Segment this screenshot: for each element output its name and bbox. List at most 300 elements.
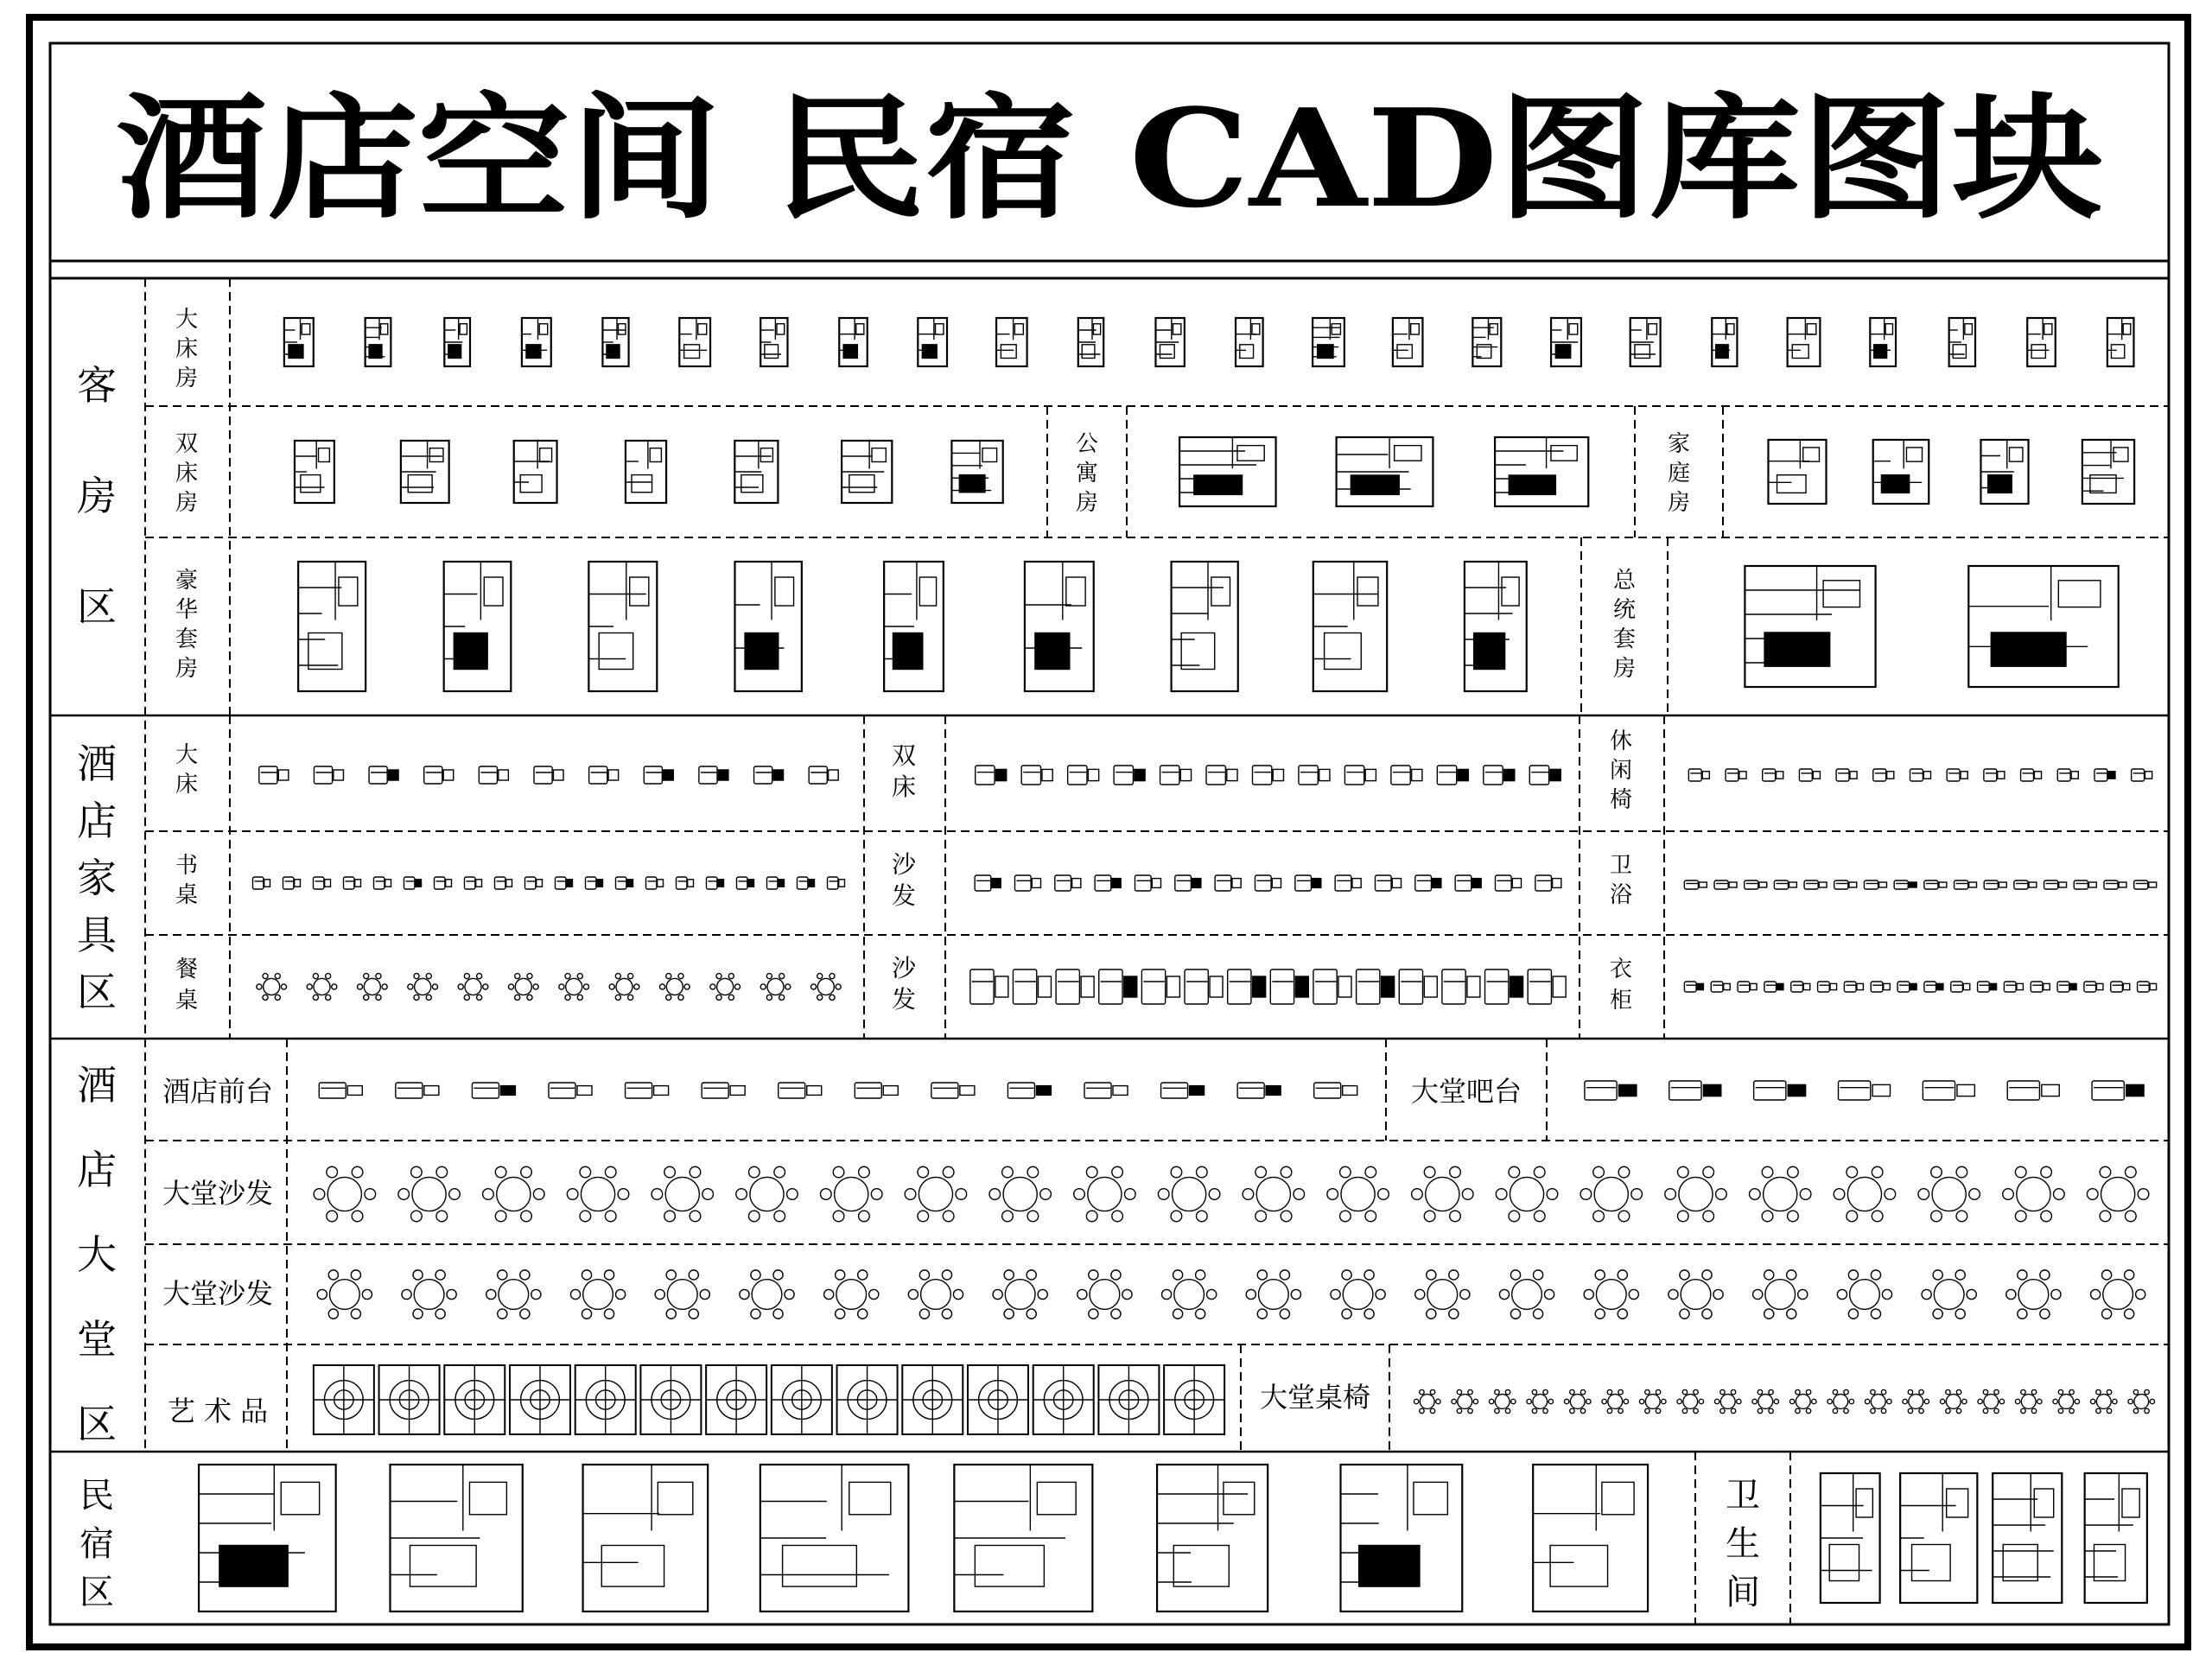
category-dining <box>175 957 198 1014</box>
sofa-set-block <box>1013 969 1051 1004</box>
bath-block <box>1924 880 1947 889</box>
lobby-table-block <box>1602 1389 1629 1413</box>
king-bed-block <box>259 766 289 784</box>
king-room-block <box>365 318 391 366</box>
art-block <box>1033 1365 1094 1434</box>
bath-block <box>2014 880 2037 889</box>
lobby-sofa-block <box>317 1270 372 1319</box>
toilet-plan-block <box>2085 1473 2147 1603</box>
wardrobe-block <box>1897 982 1916 992</box>
toilet-plan-block <box>1821 1473 1880 1603</box>
front-desk-block <box>472 1083 515 1098</box>
category-desk <box>175 853 198 908</box>
presidential-suite-block <box>1968 566 2118 687</box>
lobby-sofa-block <box>1922 1270 1976 1319</box>
sofa-block <box>1095 875 1121 891</box>
desk-block <box>586 877 603 889</box>
homestay-plan-block <box>1533 1465 1648 1611</box>
king-room-block <box>839 318 867 366</box>
art-block <box>444 1365 505 1434</box>
front-desk-block <box>855 1083 898 1098</box>
wardrobe-block <box>1951 982 1970 992</box>
wardrobe-block <box>2138 982 2157 992</box>
svg-text:房: 房 <box>175 365 199 391</box>
svg-text:统: 统 <box>1612 597 1637 623</box>
art-block <box>510 1365 570 1434</box>
twin-bed-block <box>1021 766 1052 785</box>
king-room-block <box>2107 318 2134 366</box>
dining-table-block <box>609 974 639 1001</box>
lounge-chair-block <box>1799 769 1820 781</box>
desk-block <box>495 877 512 889</box>
deluxe-suite-block <box>588 562 657 691</box>
king-bed-block <box>699 766 728 784</box>
lobby-sofa-block <box>655 1270 709 1319</box>
wardrobe-block <box>1924 982 1943 992</box>
deluxe-suite-block <box>298 562 365 691</box>
lobby-sofa-block <box>652 1166 713 1222</box>
lobby-sofa-block <box>314 1166 375 1222</box>
svg-text:店: 店 <box>77 798 117 844</box>
dining-table-block <box>357 974 387 1001</box>
lobby-category-labels <box>162 1075 1522 1427</box>
category-wardrobe <box>1610 957 1632 1014</box>
bath-block <box>1804 880 1827 889</box>
svg-text:庭: 庭 <box>1667 461 1691 486</box>
svg-text:休: 休 <box>1609 728 1633 754</box>
king-room-block <box>996 318 1027 366</box>
family-room-block <box>1873 440 1929 504</box>
king-bed-block <box>369 766 398 784</box>
king-bed-block <box>754 766 784 784</box>
dining-table-block <box>659 974 690 1001</box>
art-block <box>379 1365 440 1434</box>
dining-table-block <box>760 974 791 1001</box>
svg-text:民: 民 <box>79 1476 114 1516</box>
sofa-set-block <box>1357 969 1395 1004</box>
wardrobe-block <box>1844 982 1863 992</box>
guestroom-category-labels <box>175 307 1690 682</box>
sofa-block <box>1295 875 1321 891</box>
deluxe-suite-block <box>1465 562 1527 691</box>
twin-bed-block <box>1391 766 1422 785</box>
bath-block <box>2044 880 2067 889</box>
desk-block <box>374 877 391 889</box>
lounge-chair-block <box>1726 769 1746 781</box>
lobby-sofa-block <box>1415 1270 1470 1319</box>
svg-text:餐: 餐 <box>175 957 199 982</box>
sofa-block <box>1376 875 1402 891</box>
lobby-sofa-block <box>402 1270 456 1319</box>
king-room-block <box>1630 318 1661 366</box>
lobby-sofa-block <box>1834 1166 1895 1222</box>
desk-block <box>404 877 422 889</box>
art-block <box>837 1365 898 1434</box>
desk-block <box>314 877 331 889</box>
deluxe-suite-block <box>884 562 944 691</box>
lobby-sofa-block <box>398 1166 460 1222</box>
lounge-chair-block <box>1873 769 1894 781</box>
bar-block <box>2092 1081 2144 1100</box>
lobby-sofa-block <box>908 1270 963 1319</box>
svg-text:卫: 卫 <box>1609 853 1633 879</box>
lounge-chair-block <box>2132 769 2152 781</box>
svg-text:双: 双 <box>891 741 917 770</box>
category-apartment <box>1076 431 1098 516</box>
art-block <box>314 1365 374 1434</box>
toilet-plan-block <box>1900 1473 1977 1603</box>
lounge-chair-block <box>1910 769 1931 781</box>
bath-block <box>1864 880 1886 889</box>
lobby-sofa-block <box>1837 1270 1891 1319</box>
svg-text:大: 大 <box>175 742 199 768</box>
sofa-block <box>975 875 1001 891</box>
art-block <box>640 1365 701 1434</box>
bath-block <box>1834 880 1857 889</box>
desk-block <box>798 877 815 889</box>
sofa-set-block <box>1313 969 1351 1004</box>
svg-text:家: 家 <box>1667 431 1691 457</box>
sofa-set-block <box>1099 969 1137 1004</box>
wardrobe-block <box>1764 982 1783 992</box>
svg-text:房: 房 <box>175 656 199 682</box>
lounge-chair-block <box>2094 769 2115 781</box>
desk-block <box>465 877 482 889</box>
desk-block <box>344 877 361 889</box>
desk-block <box>707 877 724 889</box>
lobby-table-block <box>2090 1389 2117 1413</box>
dining-table-block <box>710 974 741 1001</box>
bath-block <box>2134 880 2157 889</box>
svg-text:发: 发 <box>891 985 917 1014</box>
category-deluxe-suite <box>175 568 198 682</box>
svg-text:房: 房 <box>175 490 199 516</box>
svg-text:桌: 桌 <box>175 882 199 908</box>
bath-block <box>1745 880 1767 889</box>
wardrobe-block <box>1871 982 1890 992</box>
category-toilet <box>1726 1476 1760 1612</box>
lobby-table-block <box>1714 1389 1741 1413</box>
front-desk-block <box>702 1083 745 1098</box>
front-desk-block <box>1084 1083 1128 1098</box>
front-desk-block <box>626 1083 669 1098</box>
dining-table-block <box>408 974 438 1001</box>
king-room-block <box>679 318 710 366</box>
zone-label-homestay <box>79 1476 114 1612</box>
svg-text:间: 间 <box>1726 1573 1760 1612</box>
presidential-suite-block <box>1745 566 1875 687</box>
sofa-set-block <box>1528 969 1566 1004</box>
category-family-room <box>1668 431 1690 516</box>
lobby-sofa-block <box>736 1166 798 1222</box>
category-lobby-bar: 大堂吧台 <box>1410 1075 1522 1108</box>
lounge-chair-block <box>1688 769 1709 781</box>
desk-block <box>828 877 845 889</box>
wardrobe-block <box>1978 982 1997 992</box>
lounge-chair-block <box>1984 769 2005 781</box>
desk-block <box>646 877 664 889</box>
front-desk-block <box>1007 1083 1051 1098</box>
bath-block <box>2074 880 2096 889</box>
king-bed-block <box>534 766 563 784</box>
king-room-block <box>1712 318 1737 366</box>
bar-block <box>1585 1081 1637 1100</box>
wardrobe-block <box>1684 982 1703 992</box>
lobby-sofa-block <box>1327 1166 1389 1222</box>
front-desk-block <box>319 1083 362 1098</box>
category-presidential-suite <box>1613 568 1637 682</box>
dining-table-block <box>508 974 538 1001</box>
sofa-set-block <box>1270 969 1308 1004</box>
svg-text:总: 总 <box>1612 568 1637 594</box>
svg-text:套: 套 <box>175 626 199 652</box>
svg-text:大: 大 <box>77 1231 117 1278</box>
dining-table-block <box>307 974 337 1001</box>
deluxe-suite-block <box>444 562 512 691</box>
lobby-sofa-block <box>1750 1166 1811 1222</box>
king-room-block <box>1236 318 1263 366</box>
sofa-block <box>1175 875 1201 891</box>
king-bed-block <box>589 766 619 784</box>
lobby-sofa-block <box>1162 1270 1217 1319</box>
lounge-chair-block <box>1836 769 1857 781</box>
family-room-block <box>1768 440 1826 504</box>
svg-text:沙: 沙 <box>891 954 917 982</box>
lobby-sofa-block <box>486 1270 541 1319</box>
twin-bed-block <box>1299 766 1330 785</box>
svg-text:区: 区 <box>77 583 117 630</box>
lobby-sofa-block <box>1496 1166 1557 1222</box>
lobby-sofa-block <box>2006 1270 2061 1319</box>
lobby-sofa-block <box>1669 1270 1723 1319</box>
svg-text:套: 套 <box>1612 626 1637 652</box>
dining-table-block <box>257 974 287 1001</box>
sofa-set-block <box>1485 969 1523 1004</box>
art-block <box>706 1365 766 1434</box>
sofa-block <box>1415 875 1441 891</box>
king-room-block <box>760 318 787 366</box>
front-desk-block <box>1161 1083 1205 1098</box>
svg-text:客: 客 <box>77 362 117 409</box>
svg-text:闲: 闲 <box>1609 758 1633 784</box>
bath-block <box>1774 880 1796 889</box>
wardrobe-block <box>1711 982 1730 992</box>
lobby-sofa-block <box>1499 1270 1554 1319</box>
lounge-chair-block <box>1763 769 1783 781</box>
twin-bed-block <box>1068 766 1099 785</box>
svg-text:大: 大 <box>175 307 199 333</box>
svg-text:衣: 衣 <box>1609 957 1633 982</box>
inner-border <box>50 43 2169 1624</box>
category-lobby-sofa-b: 大堂沙发 <box>162 1277 274 1310</box>
svg-text:床: 床 <box>175 336 199 362</box>
lobby-table-block <box>1865 1389 1891 1413</box>
twin-room-block <box>626 441 666 503</box>
lobby-table-block <box>1752 1389 1779 1413</box>
king-room-block <box>1788 318 1821 366</box>
lobby-table-block <box>1677 1389 1704 1413</box>
wardrobe-block <box>2111 982 2130 992</box>
king-room-block <box>1551 318 1581 366</box>
wardrobe-block <box>1738 982 1757 992</box>
bath-block <box>1714 880 1737 889</box>
desk-block <box>767 877 785 889</box>
svg-text:房: 房 <box>1667 490 1691 516</box>
category-art: 艺 术 品 <box>167 1395 269 1427</box>
deluxe-suite-block <box>734 562 801 691</box>
twin-bed-block <box>1253 766 1284 785</box>
lobby-sofa-block <box>1412 1166 1473 1222</box>
desk-block <box>616 877 633 889</box>
king-room-block <box>2027 318 2056 366</box>
svg-text:堂: 堂 <box>77 1316 117 1363</box>
lobby-table-block <box>1940 1389 1967 1413</box>
king-room-block <box>1949 318 1975 366</box>
twin-bed-block <box>1206 766 1237 785</box>
lobby-sofa-block <box>905 1166 966 1222</box>
apartment-block <box>1495 437 1588 506</box>
sofa-block <box>1535 875 1561 891</box>
wardrobe-block <box>1791 982 1810 992</box>
lobby-sofa-block <box>1077 1270 1132 1319</box>
deluxe-suite-block <box>1172 562 1238 691</box>
front-desk-block <box>931 1083 975 1098</box>
lobby-sofa-block <box>1753 1270 1808 1319</box>
art-block <box>968 1365 1028 1434</box>
homestay-plan-block <box>954 1465 1092 1611</box>
desk-block <box>525 877 543 889</box>
zone-label-lobby <box>77 1062 117 1447</box>
lobby-sofa-block <box>2003 1166 2064 1222</box>
king-room-block <box>918 318 947 366</box>
svg-text:双: 双 <box>175 431 199 457</box>
lobby-sofa-block <box>821 1166 882 1222</box>
twin-room-block <box>401 441 449 503</box>
lobby-sofa-block <box>1158 1166 1219 1222</box>
bar-block <box>2007 1081 2059 1100</box>
lobby-sofa-block <box>1074 1166 1135 1222</box>
apartment-block <box>1337 437 1433 506</box>
lobby-sofa-block <box>1331 1270 1385 1319</box>
dining-table-block <box>559 974 589 1001</box>
furniture-grid <box>145 715 2169 1039</box>
svg-text:床: 床 <box>891 772 917 801</box>
svg-text:卫: 卫 <box>1726 1476 1760 1516</box>
desk-block <box>435 877 452 889</box>
lobby-table-block <box>1827 1389 1854 1413</box>
lobby-sofa-block <box>993 1270 1047 1319</box>
lobby-sofa-block <box>567 1166 628 1222</box>
front-desk-block <box>1237 1083 1281 1098</box>
king-room-block <box>1155 318 1184 366</box>
sofa-set-block <box>1442 969 1480 1004</box>
lobby-sofa-block <box>483 1166 544 1222</box>
front-desk-block <box>779 1083 822 1098</box>
lounge-chair-block <box>2057 769 2078 781</box>
category-front-desk: 酒店前台 <box>162 1075 274 1108</box>
svg-text:椅: 椅 <box>1609 787 1633 813</box>
king-bed-block <box>479 766 508 784</box>
lobby-table-block <box>2053 1389 2080 1413</box>
svg-text:柜: 柜 <box>1609 988 1633 1014</box>
lobby-sofa-block <box>2091 1270 2145 1319</box>
wardrobe-block <box>2057 982 2076 992</box>
king-bed-block <box>809 766 838 784</box>
king-room-block <box>602 318 628 366</box>
lobby-sofa-block <box>2087 1166 2148 1222</box>
lobby-table-block <box>1903 1389 1929 1413</box>
bath-block <box>1984 880 2006 889</box>
svg-text:发: 发 <box>891 881 917 910</box>
category-lobby-tables: 大堂桌椅 <box>1259 1381 1371 1414</box>
deluxe-suite-block <box>1025 562 1094 691</box>
bar-block <box>1923 1081 1974 1100</box>
category-king-bed <box>175 742 198 798</box>
svg-text:房: 房 <box>1612 656 1637 682</box>
bath-block <box>2104 880 2126 889</box>
king-room-block <box>1313 318 1344 366</box>
twin-bed-block <box>1529 766 1560 785</box>
sofa-set-block <box>1185 969 1223 1004</box>
lounge-chair-block <box>1947 769 1967 781</box>
svg-text:具: 具 <box>77 912 117 958</box>
family-room-block <box>2082 440 2134 504</box>
art-block <box>1164 1365 1224 1434</box>
sofa-set-block <box>970 969 1008 1004</box>
lobby-sofa-block <box>1243 1166 1304 1222</box>
deluxe-suite-block <box>1313 562 1387 691</box>
king-room-block <box>522 318 551 366</box>
king-bed-block <box>424 766 454 784</box>
front-desk-block <box>396 1083 439 1098</box>
lobby-sofa-block <box>740 1270 794 1319</box>
sofa-set-block <box>1228 969 1266 1004</box>
art-block <box>772 1365 832 1434</box>
lobby-sofa-block <box>570 1270 625 1319</box>
category-twin-bed <box>892 741 916 801</box>
front-desk-block <box>1314 1083 1357 1098</box>
art-block <box>1098 1365 1159 1434</box>
wardrobe-block <box>2004 982 2023 992</box>
bath-block <box>1894 880 1916 889</box>
sofa-block <box>1215 875 1241 891</box>
twin-room-block <box>951 441 1002 503</box>
twin-room-block <box>514 441 557 503</box>
sofa-set-block <box>1056 969 1094 1004</box>
svg-text:床: 床 <box>175 772 199 798</box>
wardrobe-block <box>2031 982 2050 992</box>
svg-text:区: 区 <box>79 1573 114 1612</box>
wardrobe-block <box>1818 982 1837 992</box>
category-twin-room <box>175 431 198 516</box>
twin-room-block <box>295 441 334 503</box>
wardrobe-block <box>2084 982 2103 992</box>
king-room-block <box>1393 318 1423 366</box>
svg-text:寓: 寓 <box>1075 461 1099 486</box>
sofa-block <box>1015 875 1041 891</box>
sofa-block <box>1135 875 1161 891</box>
zone-label-furniture <box>77 741 118 1015</box>
category-lobby-sofa-a: 大堂沙发 <box>162 1177 274 1210</box>
lobby-sofa-block <box>1918 1166 1980 1222</box>
svg-text:书: 书 <box>175 853 199 879</box>
king-room-block <box>1870 318 1896 366</box>
lobby-sofa-block <box>1584 1270 1638 1319</box>
sofa-block <box>1496 875 1522 891</box>
svg-text:床: 床 <box>175 461 199 486</box>
svg-text:华: 华 <box>175 597 199 623</box>
svg-text:店: 店 <box>77 1147 117 1193</box>
